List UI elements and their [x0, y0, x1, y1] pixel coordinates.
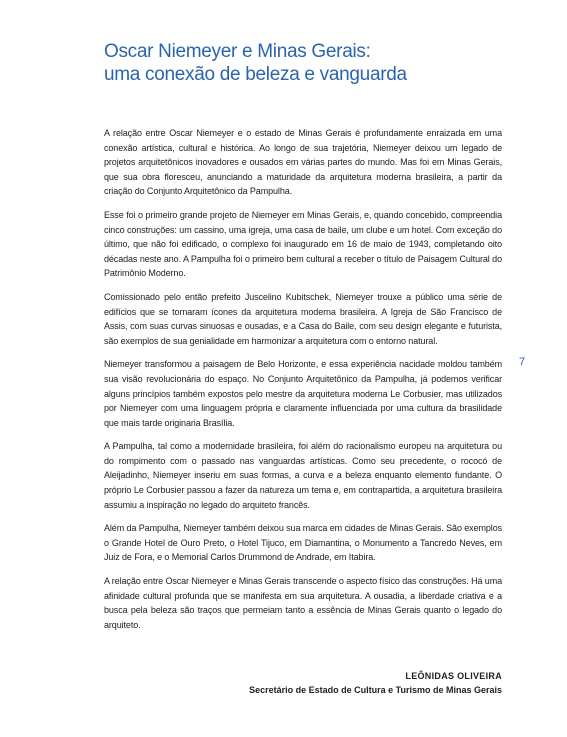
signature-name: LEÔNIDAS OLIVEIRA [405, 671, 502, 681]
paragraph: Esse foi o primeiro grande projeto de Niemeyer em Minas Gerais, e, quando concebido, compreendia cinco construções: um cassino, uma igreja, uma casa de baile, um clube e um hotel. Com exceção do último, que não foi edificado, o complexo foi inaugurado em 16 de maio de 1943, completando oito décadas neste ano. A Pampulha foi o primeiro bem cultural a receber o título de Paisagem Cultural do Patrimônio Moderno. [104, 209, 502, 279]
paragraph: Além da Pampulha, Niemeyer também deixou sua marca em cidades de Minas Gerais. São exemplos o Grande Hotel de Ouro Preto, o Hotel Tijuco, em Diamantina, o Monumento a Tancredo Neves, em Juiz de Fora, e o Memorial Carlos Drummond de Andrade, em Itabira. [104, 523, 502, 563]
page-number: 7 [519, 356, 526, 368]
page-title [104, 40, 524, 86]
paragraph: A relação entre Oscar Niemeyer e Minas Gerais transcende o aspecto físico das construções. Há uma afinidade cultural profunda que se manifesta em sua arquitetura. A ousadia, a liberdade criativa e a busca pela beleza são traços que permeiam tanto a essência de Minas Gerais quanto o legado do arquiteto. [104, 576, 502, 630]
paragraph: A relação entre Oscar Niemeyer e o estado de Minas Gerais é profundamente enraizada em uma conexão artística, cultural e histórica. Ao longo de sua trajetória, Niemeyer deixou um legado de projetos arquitetônicos inovadores e ousados em várias partes do mundo. Mas foi em Minas Gerais, que sua obra floresceu, anunciando a maturidade da arquitetura moderna brasileira, a partir da criação do Conjunto Arquitetônico da Pampulha. [104, 128, 502, 197]
paragraph: A Pampulha, tal como a modernidade brasileira, foi além do racionalismo europeu na arquitetura ou do rompimento com o passado nas vanguardas artísticas. Como seu precedente, o rococó de Aleijadinho, Niemeyer inseriu em suas formas, a curva e a beleza enquanto elemento fundante. O próprio Le Corbusier passou a fazer da natureza um tema e, em contrapartida, a arquitetura brasileira assumiu a inspiração no legado do arquiteto francês. [104, 441, 502, 510]
paragraph: Niemeyer transformou a paisagem de Belo Horizonte, e essa experiência nacidade moldou também sua visão revolucionária do espaço. No Conjunto Arquitetônico da Pampulha, já podemos verificar alguns princípios também expostos pelo mestre da arquitetura moderna Le Corbusier, mas utilizados por Niemeyer com uma linguagem própria e claramente influenciada por uma cultura da brasilidade que mais tarde originaria Brasília. [104, 359, 502, 428]
page-title-line-1: Oscar Niemeyer e Minas Gerais: [104, 41, 371, 62]
paragraph: Comissionado pelo então prefeito Juscelino Kubitschek, Niemeyer trouxe a público uma série de edifícios que se tornaram ícones da arquitetura moderna brasileira. A Igreja de São Francisco de Assis, com suas curvas sinuosas e ousadas, e a Casa do Baile, com seu design elegante e futurista, são exemplos de sua genialidade em harmonizar a arquitetura com o entorno natural. [104, 291, 502, 346]
article-body [104, 126, 502, 641]
signature-block [104, 669, 502, 697]
signature-role: Secretário de Estado de Cultura e Turismo de Minas Gerais [249, 685, 502, 695]
page-title-line-2: uma conexão de beleza e vanguarda [104, 64, 407, 85]
